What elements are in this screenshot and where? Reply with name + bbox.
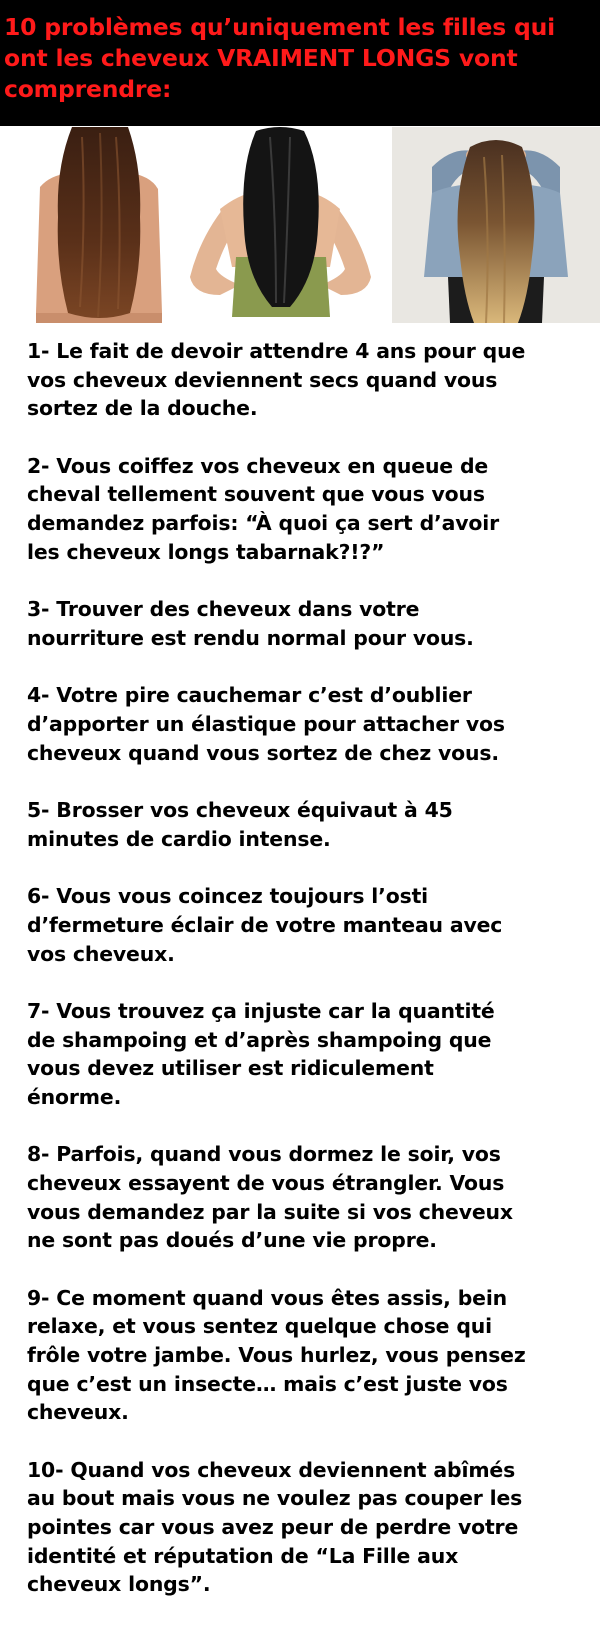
list-item: 6- Vous vous coincez toujours l’osti d’fermeture éclair de votre manteau avec vos cheveux.	[27, 884, 503, 966]
list-item: 7- Vous trouvez ça injuste car la quantité de shampoing et d’après shampoing que vous devez utiliser est ridiculement énorme.	[27, 999, 495, 1109]
long-brown-hair-photo	[30, 127, 168, 323]
list-item: 2- Vous coiffez vos cheveux en queue de cheval tellement souvent que vous vous demandez parfois: “À quoi ça sert d’avoir les cheveux longs tabarnak?!?”	[27, 453, 499, 564]
list-item: 1- Le fait de devoir attendre 4 ans pour que vos cheveux deviennent secs quand vous sortez de la douche.	[27, 339, 526, 421]
list-item: 4- Votre pire cauchemar c’est d’oublier d’apporter un élastique pour attacher vos cheveux quand vous sortez de chez vous.	[27, 683, 505, 765]
list-item: 8- Parfois, quand vous dormez le soir, vos cheveux essayent de vous étrangler. Vous vous demandez par la suite si vos cheveux ne sont pas doués d’une vie propre.	[27, 1142, 513, 1253]
list-item: 10- Quand vos cheveux deviennent abîmés au bout mais vous ne voulez pas couper les pointes car vous avez peur de perdre votre identité et réputation de “La Fille aux cheveux longs”.	[27, 1457, 523, 1597]
title-banner	[0, 0, 600, 126]
list-item: 3- Trouver des cheveux dans votre nourriture est rendu normal pour vous.	[27, 597, 474, 650]
problems-list	[27, 337, 600, 1628]
long-ombre-hair-photo	[392, 127, 600, 323]
list-item: 9- Ce moment quand vous êtes assis, bein relaxe, et vous sentez quelque chose qui frôle votre jambe. Vous hurlez, vous pensez que c’est un insecte… mais c’est juste vos cheveux.	[27, 1285, 526, 1425]
list-item: 5- Brosser vos cheveux équivaut à 45 minutes de cardio intense.	[27, 798, 453, 851]
long-black-hair-photo	[180, 127, 381, 323]
page-title: 10 problèmes qu’uniquement les filles qui ont les cheveux VRAIMENT LONGS vont comprendre:	[4, 13, 555, 103]
